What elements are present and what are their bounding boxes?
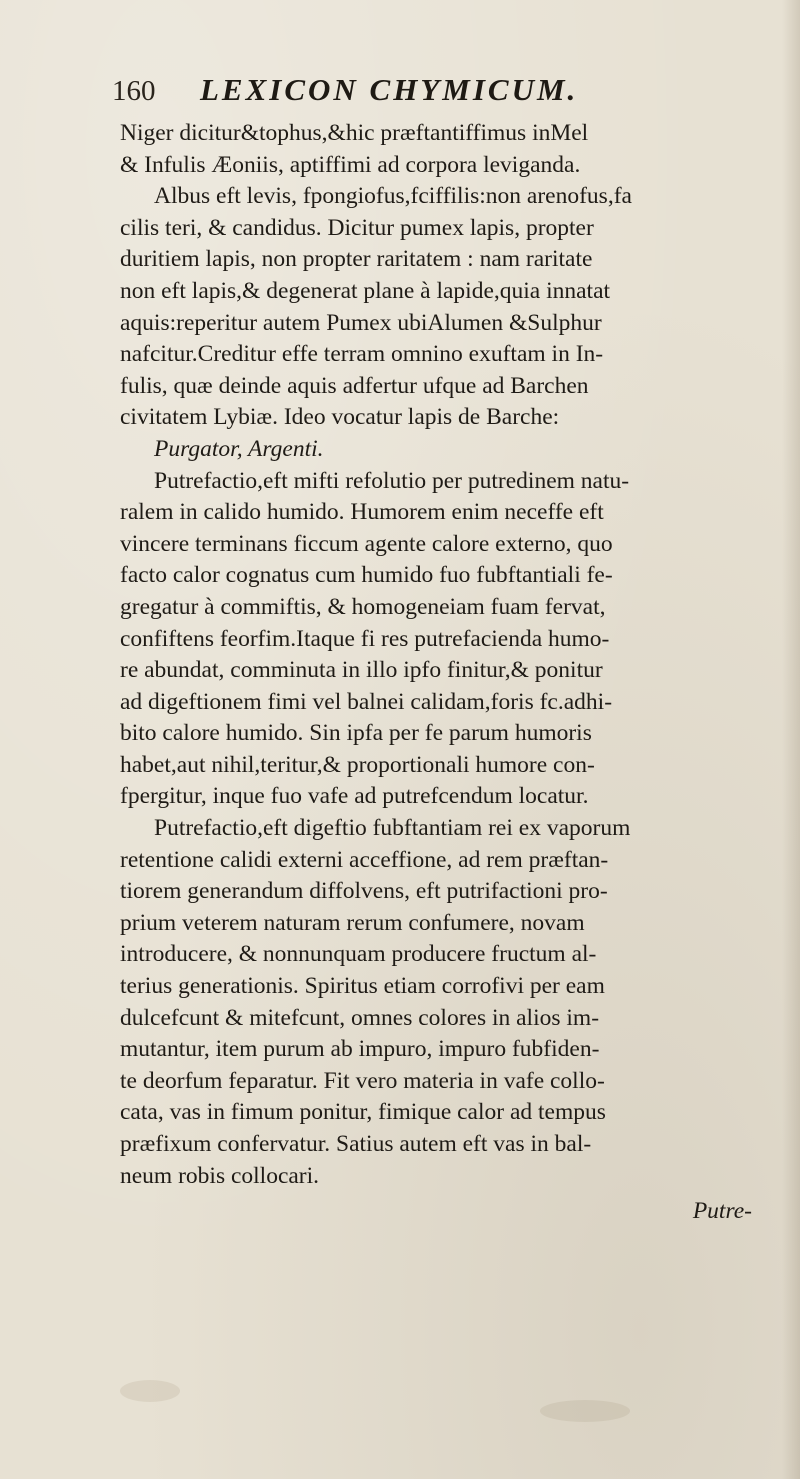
- text-line: cilis teri, & candidus. Dicitur pumex lapis, propter: [120, 214, 594, 241]
- catchword: Putre-: [692, 1198, 752, 1225]
- text-line: fulis, quæ deinde aquis adfertur ufque ad Barchen: [120, 372, 589, 399]
- paper-stain: [120, 1380, 180, 1402]
- text-line: retentione calidi externi acceffione, ad rem præftan-: [120, 846, 609, 873]
- text-line: Purgator, Argenti.: [154, 435, 324, 462]
- text-line: aquis:reperitur autem Pumex ubiAlumen &Sulphur: [120, 309, 602, 336]
- text-line: cata, vas in fimum ponitur, fimique calor ad tempus: [120, 1099, 606, 1126]
- paper-stain: [540, 1400, 630, 1422]
- text-line: Putrefactio,eft digeftio fubftantiam rei ex vaporum: [154, 815, 631, 842]
- text-line: nafcitur.Creditur effe terram omnino exuftam in In-: [120, 341, 604, 368]
- page-number: 160: [112, 75, 156, 107]
- text-line: duritiem lapis, non propter raritatem : nam raritate: [120, 246, 593, 273]
- text-line: introducere, & nonnunquam producere fructum al-: [120, 941, 597, 968]
- text-line: bito calore humido. Sin ipfa per fe parum humoris: [120, 720, 592, 747]
- text-line: fpergitur, inque fuo vafe ad putrefcendum locatur.: [120, 783, 589, 810]
- text-line: prium veterem naturam rerum confumere, novam: [120, 909, 585, 936]
- text-line: te deorfum feparatur. Fit vero materia in vafe collo-: [120, 1067, 605, 1094]
- text-line: mutantur, item purum ab impuro, impuro fubfiden-: [120, 1036, 600, 1063]
- text-line: confiftens feorfim.Itaque fi res putrefacienda humo-: [120, 625, 610, 652]
- text-line: dulcefcunt & mitefcunt, omnes colores in alios im-: [120, 1004, 600, 1031]
- text-line: Putrefactio,eft mifti refolutio per putredinem natu-: [154, 467, 630, 494]
- text-line: terius generationis. Spiritus etiam corrofivi per eam: [120, 973, 605, 1000]
- text-line: & Infulis Æoniis, aptiffimi ad corpora leviganda.: [120, 151, 581, 178]
- page-header: [112, 72, 762, 112]
- text-line: neum robis collocari.: [120, 1162, 320, 1189]
- text-line: tiorem generandum diffolvens, eft putrifactioni pro-: [120, 878, 608, 905]
- text-line: civitatem Lybiæ. Ideo vocatur lapis de Barche:: [120, 404, 560, 431]
- text-line: Albus eft levis, fpongiofus,fciffilis:non arenofus,fa: [154, 183, 632, 210]
- text-line: Niger dicitur&tophus,&hic præftantiffimus inMel: [120, 120, 589, 146]
- text-line: re abundat, comminuta in illo ipfo finitur,& ponitur: [120, 657, 603, 684]
- text-line: ralem in calido humido. Humorem enim neceffe eft: [120, 499, 604, 526]
- text-line: facto calor cognatus cum humido fuo fubftantiali fe-: [120, 562, 613, 589]
- text-line: præfixum confervatur. Satius autem eft vas in bal-: [120, 1131, 592, 1157]
- text-line: vincere terminans ficcum agente calore externo, quo: [120, 530, 613, 557]
- body-text: [120, 118, 800, 1228]
- text-line: habet,aut nihil,teritur,& proportionali humore con-: [120, 751, 595, 778]
- text-line: non eft lapis,& degenerat plane à lapide,quia innatat: [120, 277, 611, 304]
- text-line: ad digeftionem fimi vel balnei calidam,foris fc.adhi-: [120, 688, 613, 715]
- running-title: LEXICON CHYMICUM.: [200, 72, 579, 107]
- text-line: gregatur à commiftis, & homogeneiam fuam fervat,: [120, 593, 606, 620]
